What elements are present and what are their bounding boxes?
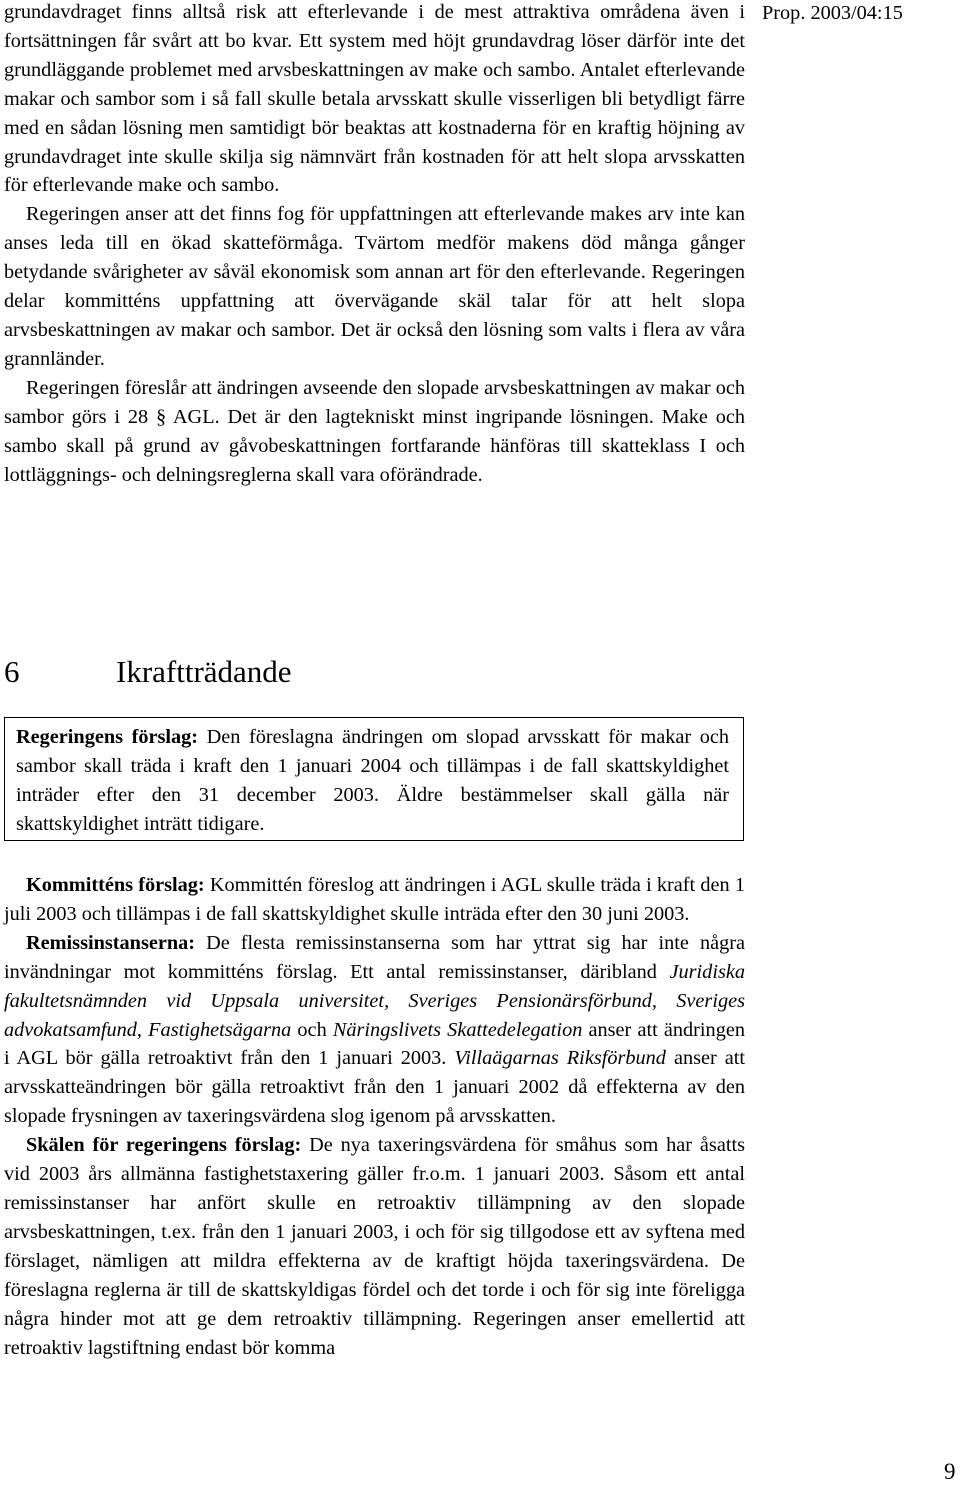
remiss-organisation: Näringslivets Skattedelegation [332, 1018, 583, 1041]
section-heading [4, 652, 745, 692]
remiss-text: De flesta remissinstanserna som har yttrat sig har inte några invändningar mot kommitténs förslag. Ett antal remissinstanser, däribland [4, 931, 745, 983]
remiss-text: anser att arvsskatteändringen bör gälla retroaktivt från den 1 januari 2002 då effekterna av den slopade frysningen av taxeringsvärdena slog igenom på arvsskatten. [4, 1047, 746, 1128]
section-title: Ikraftträdande [116, 654, 292, 689]
committee-label: Kommitténs förslag: [26, 874, 205, 896]
reasons-paragraph [4, 1131, 745, 1362]
section-number: 6 [4, 654, 20, 689]
paragraph-continued: grundavdraget finns alltså risk att efterlevande i de mest attraktiva områdena även i fortsättningen får svårt att bo kvar. Ett system med höjt grundavdrag löser därför inte det grundläggande problemet med arvsbeskattningen av make och sambo. Antalet efterlevande makar och sambor som i så fall skulle betala arvsskatt skulle visserligen bli betydligt färre med en sådan lösning men samtidigt bör beaktas att kostnaderna för en kraftig höjning av grundavdraget inte skulle skilja sig nämnvärt från kostnaden för att helt slopa arvsskatten för efterlevande make och sambo. [4, 1, 745, 197]
reasons-label: Skälen för regeringens förslag: [26, 1134, 302, 1157]
committee-text: Kommittén föreslog att ändringen i AGL skulle träda i kraft den 1 juli 2003 och tillämpas i de fall skattskyldighet skulle inträda efter den 30 juni 2003. [4, 874, 745, 925]
proposition-reference: Prop. 2003/04:15 [762, 2, 903, 24]
paragraph: Regeringen föreslår att ändringen avseende den slopade arvsbeskattningen av makar och sambor görs i 28 § AGL. Det är den lagtekniskt minst ingripande lösningen. Make och sambo skall på grund av gåvobeskattningen fortfarande hänföras till skatteklass I och lottläggnings- och delningsreglerna skall vara oförändrade. [4, 376, 745, 486]
committee-paragraph [4, 871, 745, 929]
remiss-organisations: Juridiska fakultetsnämnden vid Uppsala universitet, Sveriges Pensionärsförbund, Sveriges advokatsamfund, Fastighetsägarna [4, 960, 745, 1041]
remiss-text: och [291, 1018, 333, 1041]
remiss-text: anser att ändringen i AGL bör gälla retroaktivt från den 1 januari 2003. [4, 1018, 745, 1070]
proposal-paragraph [16, 723, 729, 839]
paragraph: Regeringen anser att det finns fog för uppfattningen att efterlevande makes arv inte kan anses leda till en ökad skatteförmåga. Tvärtom medför makens död många gånger betydande svårigheter av såväl ekonomisk som annan art för den efterlevande. Regeringen delar kommitténs uppfattning att övervägande skäl talar för att helt slopa arvsbeskattningen av makar och sambor. Det är också den lösning som valts i flera av våra grannländer. [4, 203, 745, 370]
remiss-organisation: Villaägarnas Riksförbund [454, 1047, 666, 1070]
government-proposal-box [4, 717, 744, 841]
reasons-text: De nya taxeringsvärdena för småhus som har åsatts vid 2003 års allmänna fastighetstaxering gäller fr.o.m. 1 januari 2003. Såsom ett antal remissinstanser har anfört skulle en retroaktiv tillämpning av den slopade arvsbeskattningen, t.ex. från den 1 januari 2003, i och för sig tillgodose ett av syftena med förslaget, nämligen att mildra effekterna av de kraftigt höjda taxeringsvärdena. De föreslagna reglerna är till de skattskyldigas fördel och det torde i och för sig inte föreligga några hinder mot att ge dem retroaktiv tillämpning. Regeringen anser emellertid att retroaktiv lagstiftning endast bör komma [4, 1134, 745, 1359]
proposal-text: Den föreslagna ändringen om slopad arvsskatt för makar och sambor skall träda i kraft den 1 januari 2004 och tillämpas i de fall skattskyldighet inträder efter den 31 december 2003. Äldre bestämmelser skall gälla när skattskyldighet inträtt tidigare. [16, 726, 729, 835]
top-text-column [4, 0, 745, 489]
page-number: 9 [944, 1459, 956, 1484]
remiss-paragraph [4, 929, 745, 1131]
remiss-label: Remissinstanserna: [26, 931, 196, 954]
bottom-text-column [4, 871, 745, 1362]
proposal-label: Regeringens förslag: [16, 726, 199, 748]
